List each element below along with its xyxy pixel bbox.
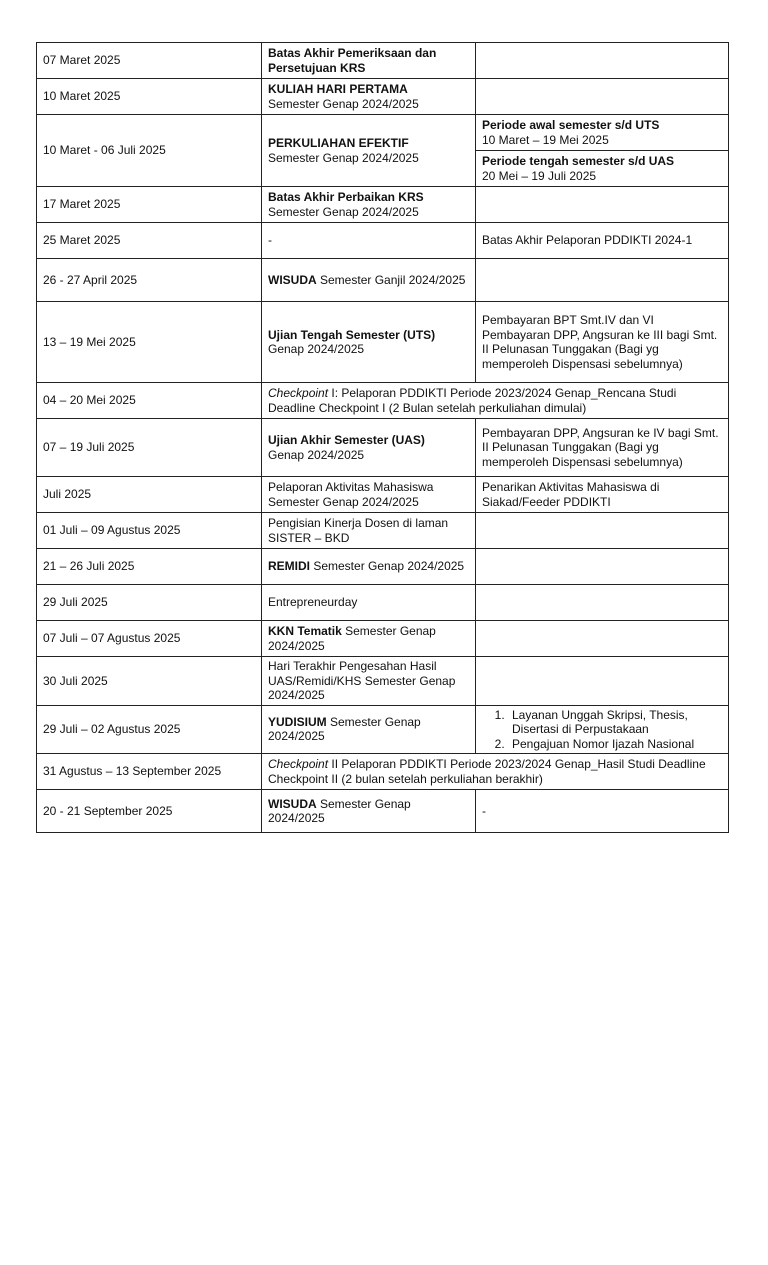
table-row [37,383,729,419]
date-cell: 31 Agustus – 13 September 2025 [37,754,262,790]
event-cell [262,79,476,115]
note-cell: - [476,790,729,833]
event-title: Batas Akhir Perbaikan KRS [268,190,424,204]
note-cell [476,621,729,657]
event-subtitle: Genap 2024/2025 [268,342,365,356]
sub-period-cell [476,151,729,187]
event-cell: Pengisian Kinerja Dosen di laman SISTER – BKD [262,513,476,549]
table-row [37,259,729,302]
table-row [37,79,729,115]
note-cell [476,585,729,621]
note-list [482,708,722,752]
date-cell: 01 Juli – 09 Agustus 2025 [37,513,262,549]
event-subtitle: Semester Genap 2024/2025 [268,204,419,219]
event-rest: Semester Genap 2024/2025 [268,796,411,825]
table-row [37,419,729,477]
note-cell: Batas Akhir Pelaporan PDDIKTI 2024-1 [476,223,729,259]
event-subtitle: Genap 2024/2025 [268,447,365,462]
checkpoint-label: Checkpoint [268,386,329,400]
table-row [37,223,729,259]
event-subtitle: Semester Genap 2024/2025 [268,96,419,111]
table-row [37,302,729,383]
event-cell [262,419,476,477]
table-row [37,477,729,513]
note-cell: Pembayaran BPT Smt.IV dan VI Pembayaran DPP, Angsuran ke III bagi Smt. II Pelunasan Tunggakan (Bagi yg memperoleh Dispensasi sebelumnya) [476,302,729,383]
event-cell: - [262,223,476,259]
event-cell [262,187,476,223]
date-cell: 26 - 27 April 2025 [37,259,262,302]
note-cell [476,187,729,223]
list-item: 1. Layanan Unggah Skripsi, Thesis, Disertasi di Perpustakaan [508,708,722,737]
note-cell [476,657,729,706]
sub-period-title: Periode awal semester s/d UTS [482,118,660,132]
date-cell: 07 Juli – 07 Agustus 2025 [37,621,262,657]
note-cell: Penarikan Aktivitas Mahasiswa di Siakad/Feeder PDDIKTI [476,477,729,513]
event-rest: Semester Genap 2024/2025 [268,714,421,744]
event-cell [262,259,476,302]
event-rest: Semester Genap 2024/2025 [268,624,436,653]
event-cell: Pelaporan Aktivitas Mahasiswa Semester Genap 2024/2025 [262,477,476,513]
sub-period-range: 10 Maret – 19 Mei 2025 [482,132,609,147]
table-row [37,657,729,706]
date-cell: 29 Juli 2025 [37,585,262,621]
table-row [37,585,729,621]
table-row [37,549,729,585]
event-cell [262,621,476,657]
event-cell [262,549,476,585]
table-row [37,187,729,223]
event-cell [262,705,476,754]
date-cell: 25 Maret 2025 [37,223,262,259]
date-cell: 10 Maret 2025 [37,79,262,115]
date-cell: 17 Maret 2025 [37,187,262,223]
event-cell [262,43,476,79]
event-rest: Semester Genap 2024/2025 [310,559,465,574]
list-item: 2. Pengajuan Nomor Ijazah Nasional [508,737,722,752]
note-cell [476,79,729,115]
table-row [37,513,729,549]
note-cell [476,705,729,754]
table-row [37,754,729,790]
table-row [37,705,729,754]
date-cell: 29 Juli – 02 Agustus 2025 [37,705,262,754]
event-title: Ujian Akhir Semester (UAS) [268,433,425,447]
table-row [37,621,729,657]
date-cell: 20 - 21 September 2025 [37,790,262,833]
date-cell: 07 – 19 Juli 2025 [37,419,262,477]
event-cell: Hari Terakhir Pengesahan Hasil UAS/Remidi/KHS Semester Genap 2024/2025 [262,657,476,706]
checkpoint-text: II Pelaporan PDDIKTI Periode 2023/2024 Genap_Hasil Studi Deadline Checkpoint II (2 bulan setelah perkuliahan berakhir) [268,757,706,786]
note-cell [476,43,729,79]
date-cell: 13 – 19 Mei 2025 [37,302,262,383]
event-rest: Semester Ganjil 2024/2025 [316,272,466,287]
table-row [37,115,729,151]
date-cell: 04 – 20 Mei 2025 [37,383,262,419]
date-cell: 07 Maret 2025 [37,43,262,79]
event-title: Ujian Tengah Semester (UTS) [268,327,436,342]
note-cell [476,513,729,549]
note-cell [476,259,729,302]
checkpoint-cell [262,383,729,419]
event-subtitle: Semester Genap 2024/2025 [268,150,419,165]
checkpoint-cell [262,754,729,790]
date-cell: 10 Maret - 06 Juli 2025 [37,115,262,187]
note-cell [476,549,729,585]
event-title: WISUDA [268,796,317,811]
event-title: KKN Tematik [268,624,342,638]
event-cell [262,302,476,383]
sub-period-range: 20 Mei – 19 Juli 2025 [482,168,597,183]
event-title: REMIDI [268,559,310,574]
table-row [37,43,729,79]
academic-calendar-table [36,42,729,833]
date-cell: 21 – 26 Juli 2025 [37,549,262,585]
event-title: KULIAH HARI PERTAMA [268,82,408,96]
event-title: YUDISIUM [268,714,327,729]
event-title: WISUDA [268,272,317,287]
event-cell [262,790,476,833]
checkpoint-label: Checkpoint [268,757,329,771]
note-cell: Pembayaran DPP, Angsuran ke IV bagi Smt. II Pelunasan Tunggakan (Bagi yg memperoleh Dispensasi sebelumnya) [476,419,729,477]
event-title: PERKULIAHAN EFEKTIF [268,136,409,150]
sub-period-title: Periode tengah semester s/d UAS [482,154,675,168]
event-cell: Entrepreneurday [262,585,476,621]
date-cell: 30 Juli 2025 [37,657,262,706]
checkpoint-text: I: Pelaporan PDDIKTI Periode 2023/2024 Genap_Rencana Studi Deadline Checkpoint I (2 Bulan setelah perkuliahan dimulai) [268,386,677,415]
date-cell: Juli 2025 [37,477,262,513]
event-title: Batas Akhir Pemeriksaan dan Persetujuan KRS [268,46,437,75]
sub-period-cell [476,115,729,151]
table-row [37,790,729,833]
event-cell [262,115,476,187]
